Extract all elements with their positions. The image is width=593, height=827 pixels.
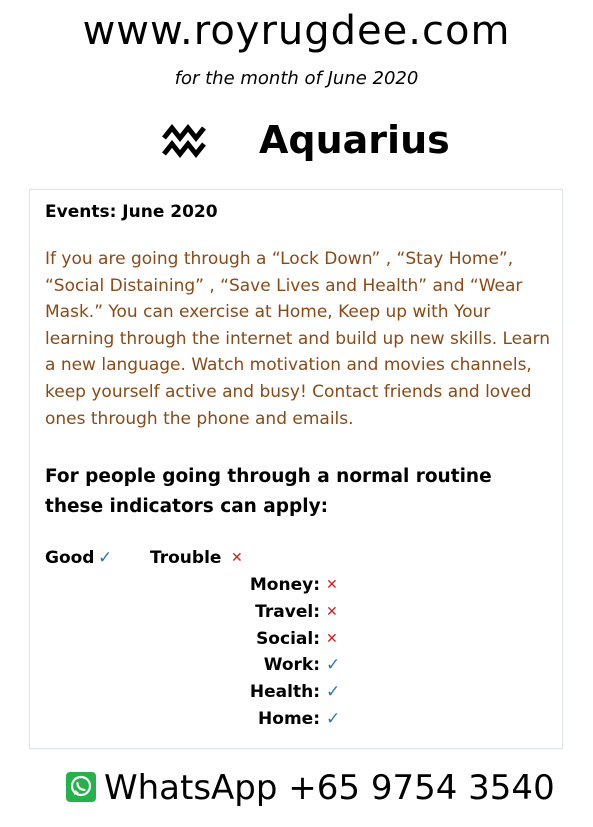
indicator-row	[0, 682, 593, 708]
indicator-row	[0, 709, 593, 735]
indicator-label: Social:	[256, 628, 320, 649]
indicator-label: Health:	[249, 682, 320, 703]
cross-icon: ✕	[326, 577, 338, 593]
indicator-row	[0, 575, 593, 601]
events-title: Events: June 2020	[45, 202, 218, 222]
whatsapp-icon	[66, 772, 96, 802]
indicator-label: Travel:	[255, 601, 320, 622]
check-icon: ✓	[326, 682, 341, 703]
indicator-label: Home:	[258, 709, 320, 729]
indicator-label: Money:	[249, 575, 320, 595]
whatsapp-contact: WhatsApp +65 9754 3540	[104, 768, 555, 808]
legend-trouble-label: Trouble	[150, 548, 222, 568]
check-icon: ✓	[98, 548, 113, 568]
sign-name: Aquarius	[259, 118, 450, 162]
month-subtitle: for the month of June 2020	[174, 68, 419, 89]
indicator-label: Work:	[263, 655, 320, 676]
cross-icon: ✕	[326, 603, 338, 620]
indicator-row	[0, 602, 593, 628]
check-icon: ✓	[326, 655, 341, 676]
indicator-row	[0, 629, 593, 655]
aquarius-icon	[162, 124, 210, 162]
cross-icon: ✕	[326, 630, 338, 647]
sign-heading	[0, 114, 593, 170]
cross-icon: ✕	[231, 550, 243, 566]
indicator-row	[0, 655, 593, 681]
check-icon: ✓	[326, 709, 341, 729]
normal-routine-heading: For people going through a normal routine these indicators can apply:	[45, 466, 492, 517]
site-title: www.royrugdee.com	[82, 8, 511, 54]
legend-good-label: Good	[45, 548, 95, 568]
events-body: If you are going through a “Lock Down” , “Stay Home”, “Social Distaining” , “Save Lives and Health” and “Wear Mask.” You can exercise at Home, Keep up with Your learning through the internet and build up new skills. Learn a new language. Watch motivation and movies channels, keep yourself active and busy! Contact friends and loved ones through the phone and emails.	[45, 249, 551, 429]
